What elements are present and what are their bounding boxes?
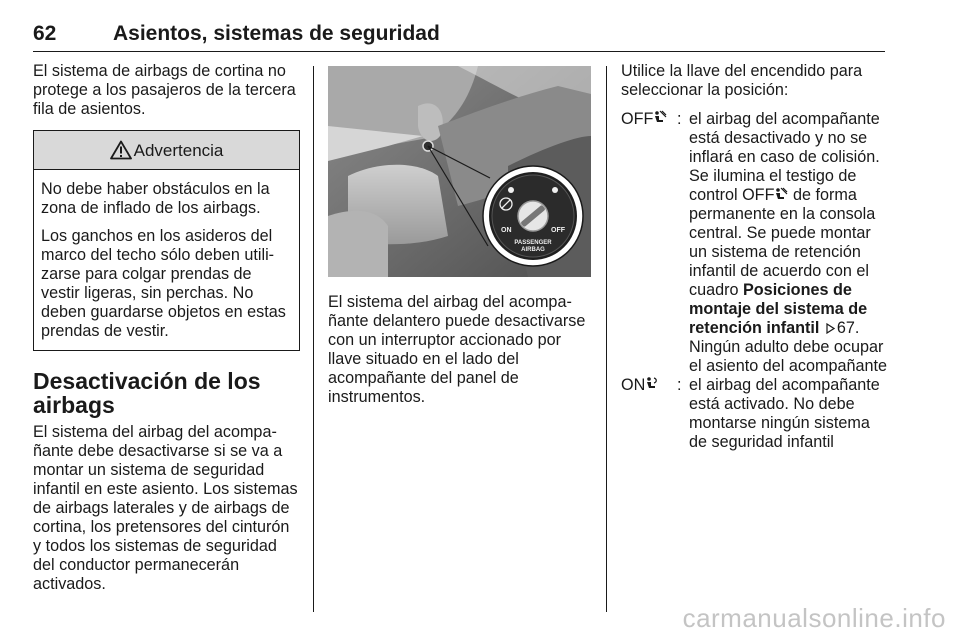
airbag-switch-illustration [328, 66, 591, 277]
legend-colon: : [677, 110, 682, 128]
airbag-off-icon [653, 110, 667, 124]
column-right [621, 62, 887, 452]
airbag-off-icon [774, 187, 788, 201]
warning-header [34, 131, 299, 170]
section-paragraph: El sistema del airbag del acompa- ñante debe desactivarse si se va a montar un sistema de seguridad infantil en este asiento. Los sistemas de airbags laterales y de airbags de cortina, los pretensores del cinturón y todos los sistemas de seguridad del conductor permanecerán activados. [33, 423, 298, 593]
dashboard-door-drawing [328, 66, 591, 277]
legend-key-label: ON [621, 376, 646, 394]
legend-key-on [621, 376, 677, 452]
figure-caption: El sistema del airbag del acompa- ñante delantero puede desactivarse con un interruptor accionado por llave situado en el lado del acompañante del panel de instrumentos. [328, 293, 586, 406]
switch-label-off: OFF [551, 227, 565, 234]
watermark: carmanualsonline.info [682, 603, 946, 633]
legend-row-off [621, 110, 887, 376]
column-middle [328, 66, 594, 407]
warning-paragraph: Los ganchos en los asideros del marco del techo sólo deben utili- zarse para colgar prendas de vestir ligeras, sin perchas. No deben guardarse objetos en estas prendas de vestir. [41, 227, 286, 340]
legend-desc-text: Ningún adulto debe ocupar el asiento del acompañante [689, 338, 887, 375]
switch-label-passenger: PASSENGER [514, 240, 552, 246]
column-divider [606, 66, 607, 612]
page-number: 62 [33, 22, 57, 45]
switch-label-on: ON [501, 227, 512, 234]
warning-icon [110, 140, 132, 160]
legend-desc-text: de forma permanente en la consola central. Se puede montar un sistema de retención infantil de acuerdo con el cuadro [689, 186, 876, 299]
legend-desc-off [689, 110, 887, 376]
legend-colon: : [677, 376, 682, 394]
warning-box [33, 130, 300, 351]
legend-key-label: OFF [621, 110, 654, 128]
warning-paragraph: No debe haber obstáculos en la zona de inflado de los airbags. [41, 180, 270, 217]
legend-key-off [621, 110, 677, 376]
page-reference[interactable]: 67. [836, 319, 860, 337]
legend-desc-on: el airbag del acompañante está activado. No debe montarse ningún sistema de seguridad infantil [689, 376, 880, 451]
column-divider [313, 66, 314, 612]
chapter-title: Asientos, sistemas de seguridad [113, 22, 440, 45]
cross-reference-title: Posiciones de montaje del sistema de retención infantil [689, 281, 868, 337]
airbag-on-icon [645, 376, 659, 390]
switch-label-airbag: AIRBAG [521, 247, 545, 253]
warning-title: Advertencia [133, 140, 224, 160]
page-header [33, 12, 885, 52]
section-heading: Desactivación de los airbags [33, 368, 261, 418]
legend-desc-text: el airbag del acompañante está desactivado y no se inflará en caso de colisión. Se ilumina el testigo de control OFF [689, 110, 880, 204]
intro-paragraph: El sistema de airbags de cortina no protege a los pasajeros de la tercera fila de asientos. [33, 62, 296, 118]
page-reference-arrow-icon [826, 323, 835, 334]
legend-row-on [621, 376, 887, 452]
intro-paragraph: Utilice la llave del encendido para seleccionar la posición: [621, 62, 863, 99]
warning-body [34, 170, 299, 350]
column-left [33, 62, 301, 594]
